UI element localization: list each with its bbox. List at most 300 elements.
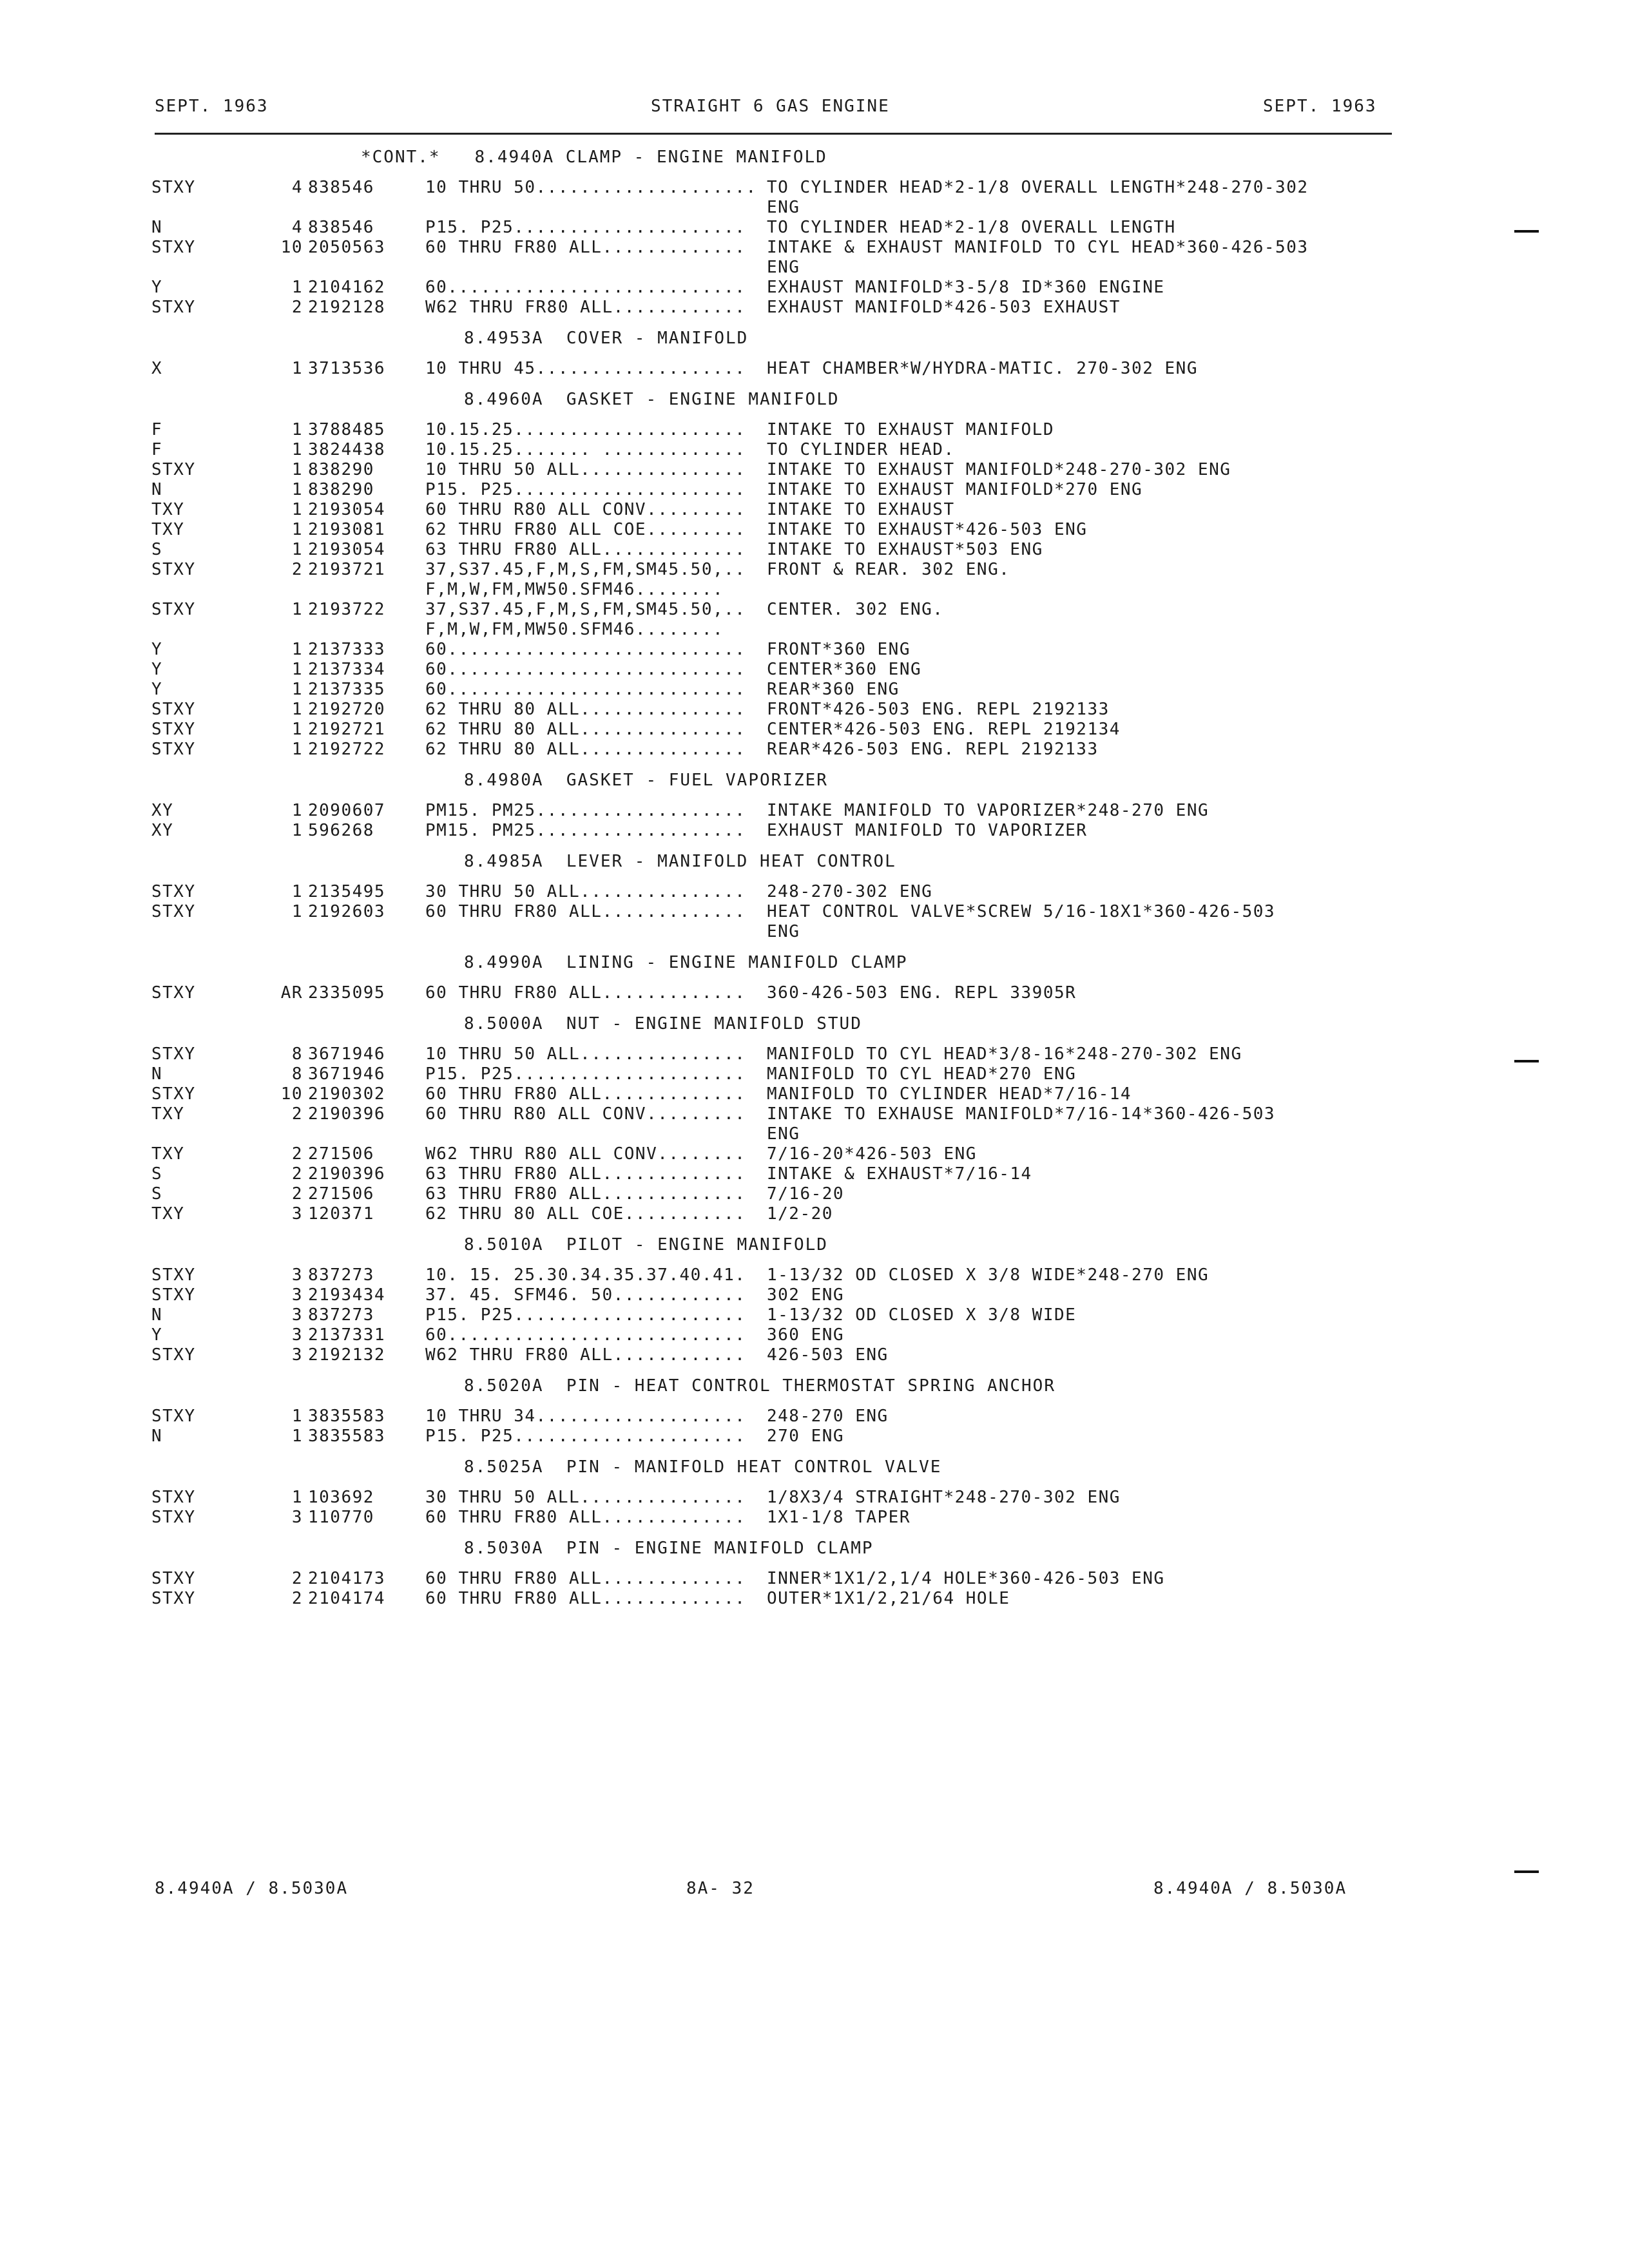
section-title: 8.5000A NUT - ENGINE MANIFOLD STUD xyxy=(464,1014,862,1033)
applicable-models: 60........................... xyxy=(425,640,746,659)
part-description: EXHAUST MANIFOLD*3-5/8 ID*360 ENGINE xyxy=(767,278,1165,297)
part-number: 120371 xyxy=(308,1204,374,1224)
part-row xyxy=(0,1345,1629,1365)
part-description: INTAKE & EXHAUST*7/16-14 xyxy=(767,1164,1032,1184)
applicable-models: 60 THRU R80 ALL CONV......... xyxy=(425,1104,746,1124)
part-description: 1/2-20 xyxy=(767,1204,833,1224)
part-number: 2192720 xyxy=(308,700,386,719)
part-number: 2137331 xyxy=(308,1325,386,1345)
section-title: 8.4990A LINING - ENGINE MANIFOLD CLAMP xyxy=(464,953,908,972)
part-row-continuation xyxy=(0,580,1629,600)
quantity: 1 xyxy=(291,720,303,739)
part-description: 426-503 ENG xyxy=(767,1345,889,1365)
applicable-models: 63 THRU FR80 ALL............. xyxy=(425,540,746,559)
part-number: 838546 xyxy=(308,178,374,197)
model-code: TXY xyxy=(151,1104,185,1124)
part-number: 2192128 xyxy=(308,298,386,317)
quantity: 1 xyxy=(291,500,303,519)
catalog-section xyxy=(0,760,1629,841)
part-row xyxy=(0,1144,1629,1164)
quantity: 2 xyxy=(291,1589,303,1608)
part-description: MANIFOLD TO CYLINDER HEAD*7/16-14 xyxy=(767,1084,1132,1104)
model-code: STXY xyxy=(151,1488,196,1507)
part-description: HEAT CONTROL VALVE*SCREW 5/16-18X1*360-426-503 xyxy=(767,902,1276,921)
applicable-models: P15. P25..................... xyxy=(425,1064,746,1084)
model-code: Y xyxy=(151,278,163,297)
applicable-models: P15. P25..................... xyxy=(425,1305,746,1325)
applicable-models: 10.15.25..................... xyxy=(425,420,746,439)
applicable-models: 10.15.25....... ............. xyxy=(425,440,746,459)
quantity: 2 xyxy=(291,1164,303,1184)
quantity: 1 xyxy=(291,420,303,439)
quantity: 2 xyxy=(291,560,303,579)
quantity: 1 xyxy=(291,801,303,820)
applicable-models: 63 THRU FR80 ALL............. xyxy=(425,1164,746,1184)
applicable-models: 60........................... xyxy=(425,1325,746,1345)
part-row xyxy=(0,882,1629,902)
part-description: INTAKE TO EXHAUST*503 ENG xyxy=(767,540,1043,559)
part-row xyxy=(0,1184,1629,1204)
part-number: 2135495 xyxy=(308,882,386,901)
applicable-models: P15. P25..................... xyxy=(425,218,746,237)
part-description: CENTER. 302 ENG. xyxy=(767,600,944,619)
part-number: 3671946 xyxy=(308,1064,386,1084)
quantity: 3 xyxy=(291,1204,303,1224)
model-code: STXY xyxy=(151,460,196,479)
quantity: 1 xyxy=(291,520,303,539)
part-description: TO CYLINDER HEAD*2-1/8 OVERALL LENGTH*248-270-302 xyxy=(767,178,1309,197)
part-description-continued: ENG xyxy=(767,1124,800,1144)
model-code: STXY xyxy=(151,700,196,719)
model-code: STXY xyxy=(151,1569,196,1588)
model-code: N xyxy=(151,480,163,499)
part-row xyxy=(0,1044,1629,1064)
section-title: 8.5010A PILOT - ENGINE MANIFOLD xyxy=(464,1235,828,1254)
model-code: N xyxy=(151,1305,163,1325)
part-row xyxy=(0,600,1629,620)
part-number: 2090607 xyxy=(308,801,386,820)
model-code: STXY xyxy=(151,238,196,257)
quantity: 3 xyxy=(291,1508,303,1527)
model-code: Y xyxy=(151,660,163,679)
part-row xyxy=(0,1204,1629,1224)
model-code: N xyxy=(151,218,163,237)
model-code: STXY xyxy=(151,1285,196,1305)
model-code: STXY xyxy=(151,560,196,579)
section-title: *CONT.* 8.4940A CLAMP - ENGINE MANIFOLD xyxy=(361,148,827,167)
margin-change-bar xyxy=(1514,1870,1539,1873)
quantity: 1 xyxy=(291,740,303,759)
part-description: INTAKE MANIFOLD TO VAPORIZER*248-270 ENG xyxy=(767,801,1210,820)
part-number: 3788485 xyxy=(308,420,386,439)
part-description: INTAKE TO EXHAUST MANIFOLD xyxy=(767,420,1054,439)
model-code: N xyxy=(151,1427,163,1446)
catalog-section xyxy=(0,137,1629,318)
quantity: 2 xyxy=(291,298,303,317)
part-description: 1/8X3/4 STRAIGHT*248-270-302 ENG xyxy=(767,1488,1121,1507)
part-number: 838290 xyxy=(308,460,374,479)
model-code: STXY xyxy=(151,882,196,901)
part-number: 103692 xyxy=(308,1488,374,1507)
quantity: 1 xyxy=(291,1488,303,1507)
part-description: 248-270-302 ENG xyxy=(767,882,933,901)
quantity: 3 xyxy=(291,1325,303,1345)
part-description: FRONT*360 ENG xyxy=(767,640,911,659)
applicable-models: 30 THRU 50 ALL............... xyxy=(425,882,746,901)
applicable-models: 62 THRU 80 ALL COE........... xyxy=(425,1204,746,1224)
applicable-models: 60 THRU R80 ALL CONV......... xyxy=(425,500,746,519)
applicable-models: 60 THRU FR80 ALL............. xyxy=(425,238,746,257)
part-row-continuation xyxy=(0,620,1629,640)
model-code: XY xyxy=(151,801,174,820)
applicable-models: 10 THRU 34................... xyxy=(425,1407,746,1426)
section-title: 8.4953A COVER - MANIFOLD xyxy=(464,329,749,348)
part-number: 2193054 xyxy=(308,540,386,559)
model-code: S xyxy=(151,1164,163,1184)
quantity: 1 xyxy=(291,278,303,297)
quantity: 1 xyxy=(291,882,303,901)
applicable-models-continued: F,M,W,FM,MW50.SFM46........ xyxy=(425,620,724,639)
part-row xyxy=(0,1427,1629,1446)
model-code: STXY xyxy=(151,1044,196,1064)
part-description: MANIFOLD TO CYL HEAD*270 ENG xyxy=(767,1064,1077,1084)
applicable-models: 62 THRU FR80 ALL COE......... xyxy=(425,520,746,539)
quantity: 1 xyxy=(291,660,303,679)
section-title: 8.5030A PIN - ENGINE MANIFOLD CLAMP xyxy=(464,1539,874,1558)
part-description: TO CYLINDER HEAD*2-1/8 OVERALL LENGTH xyxy=(767,218,1176,237)
applicable-models: 37,S37.45,F,M,S,FM,SM45.50,.. xyxy=(425,560,746,579)
part-number: 2137333 xyxy=(308,640,386,659)
quantity: 2 xyxy=(291,1144,303,1164)
applicable-models: 60........................... xyxy=(425,278,746,297)
part-description: 1X1-1/8 TAPER xyxy=(767,1508,911,1527)
part-row xyxy=(0,700,1629,720)
quantity: 1 xyxy=(291,700,303,719)
catalog-section xyxy=(0,841,1629,942)
part-number: 837273 xyxy=(308,1305,374,1325)
part-row xyxy=(0,238,1629,258)
part-number: 2190396 xyxy=(308,1164,386,1184)
part-description: HEAT CHAMBER*W/HYDRA-MATIC. 270-302 ENG xyxy=(767,359,1198,378)
part-description: TO CYLINDER HEAD. xyxy=(767,440,955,459)
part-description: 360-426-503 ENG. REPL 33905R xyxy=(767,983,1077,1003)
header-date-left: SEPT. 1963 xyxy=(155,97,269,116)
page-number: 8A- 32 xyxy=(686,1879,755,1898)
part-number: 3835583 xyxy=(308,1427,386,1446)
applicable-models: 60 THRU FR80 ALL............. xyxy=(425,1084,746,1104)
catalog-section xyxy=(0,942,1629,1003)
part-row xyxy=(0,660,1629,680)
quantity: 3 xyxy=(291,1285,303,1305)
applicable-models: P15. P25..................... xyxy=(425,480,746,499)
part-description: EXHAUST MANIFOLD*426-503 EXHAUST xyxy=(767,298,1121,317)
part-number: 271506 xyxy=(308,1144,374,1164)
model-code: Y xyxy=(151,640,163,659)
section-title: 8.5025A PIN - MANIFOLD HEAT CONTROL VALVE xyxy=(464,1457,942,1477)
part-row xyxy=(0,440,1629,460)
part-description: INTAKE TO EXHAUST MANIFOLD*270 ENG xyxy=(767,480,1143,499)
part-row xyxy=(0,1164,1629,1184)
part-row xyxy=(0,178,1629,198)
part-row xyxy=(0,359,1629,379)
part-number: 3824438 xyxy=(308,440,386,459)
part-number: 2193434 xyxy=(308,1285,386,1305)
quantity: 1 xyxy=(291,540,303,559)
part-description: CENTER*426-503 ENG. REPL 2192134 xyxy=(767,720,1121,739)
section-title: 8.4960A GASKET - ENGINE MANIFOLD xyxy=(464,390,840,409)
part-number: 3713536 xyxy=(308,359,386,378)
quantity: 1 xyxy=(291,640,303,659)
applicable-models: 60 THRU FR80 ALL............. xyxy=(425,1508,746,1527)
applicable-models: 10 THRU 50.................... xyxy=(425,178,757,197)
part-number: 2192603 xyxy=(308,902,386,921)
model-code: STXY xyxy=(151,298,196,317)
part-description: INNER*1X1/2,1/4 HOLE*360-426-503 ENG xyxy=(767,1569,1165,1588)
part-row xyxy=(0,1508,1629,1528)
part-row xyxy=(0,298,1629,318)
part-number: 838290 xyxy=(308,480,374,499)
parts-list xyxy=(0,137,1629,1609)
model-code: F xyxy=(151,420,163,439)
model-code: X xyxy=(151,359,163,378)
part-row xyxy=(0,560,1629,580)
model-code: N xyxy=(151,1064,163,1084)
part-number: 2104162 xyxy=(308,278,386,297)
part-row-continuation xyxy=(0,198,1629,218)
part-number: 2104173 xyxy=(308,1569,386,1588)
catalog-section xyxy=(0,1446,1629,1528)
applicable-models: PM15. PM25................... xyxy=(425,821,746,840)
model-code: TXY xyxy=(151,520,185,539)
quantity: 1 xyxy=(291,680,303,699)
section-title: 8.4980A GASKET - FUEL VAPORIZER xyxy=(464,771,828,790)
applicable-models: 10 THRU 45................... xyxy=(425,359,746,378)
model-code: STXY xyxy=(151,740,196,759)
model-code: S xyxy=(151,540,163,559)
part-row xyxy=(0,983,1629,1003)
part-row xyxy=(0,801,1629,821)
catalog-section xyxy=(0,1224,1629,1365)
part-row xyxy=(0,500,1629,520)
part-number: 2335095 xyxy=(308,983,386,1003)
part-row xyxy=(0,218,1629,238)
part-number: 2050563 xyxy=(308,238,386,257)
catalog-section xyxy=(0,379,1629,760)
applicable-models-continued: F,M,W,FM,MW50.SFM46........ xyxy=(425,580,724,599)
part-number: 3671946 xyxy=(308,1044,386,1064)
part-description: 302 ENG xyxy=(767,1285,845,1305)
part-number: 110770 xyxy=(308,1508,374,1527)
part-number: 837273 xyxy=(308,1265,374,1285)
quantity: 1 xyxy=(291,480,303,499)
margin-change-bar xyxy=(1514,1060,1539,1062)
applicable-models: W62 THRU FR80 ALL............ xyxy=(425,1345,746,1365)
catalog-section xyxy=(0,318,1629,379)
part-description-continued: ENG xyxy=(767,922,800,941)
part-row xyxy=(0,1325,1629,1345)
part-row xyxy=(0,540,1629,560)
part-number: 2137335 xyxy=(308,680,386,699)
quantity: 1 xyxy=(291,600,303,619)
part-description: 270 ENG xyxy=(767,1427,845,1446)
part-number: 3835583 xyxy=(308,1407,386,1426)
model-code: STXY xyxy=(151,1265,196,1285)
applicable-models: 62 THRU 80 ALL............... xyxy=(425,720,746,739)
applicable-models: 30 THRU 50 ALL............... xyxy=(425,1488,746,1507)
part-description: 1-13/32 OD CLOSED X 3/8 WIDE*248-270 ENG xyxy=(767,1265,1210,1285)
quantity: 1 xyxy=(291,440,303,459)
part-number: 2192132 xyxy=(308,1345,386,1365)
model-code: STXY xyxy=(151,1345,196,1365)
part-row xyxy=(0,420,1629,440)
part-row xyxy=(0,1569,1629,1589)
part-row xyxy=(0,1265,1629,1285)
part-row xyxy=(0,740,1629,760)
model-code: STXY xyxy=(151,902,196,921)
applicable-models: 60........................... xyxy=(425,660,746,679)
part-number: 2193721 xyxy=(308,560,386,579)
part-number: 271506 xyxy=(308,1184,374,1204)
part-row xyxy=(0,278,1629,298)
model-code: TXY xyxy=(151,1204,185,1224)
model-code: Y xyxy=(151,1325,163,1345)
part-description: 1-13/32 OD CLOSED X 3/8 WIDE xyxy=(767,1305,1077,1325)
part-description: INTAKE TO EXHAUST*426-503 ENG xyxy=(767,520,1088,539)
part-description: FRONT*426-503 ENG. REPL 2192133 xyxy=(767,700,1110,719)
part-row-continuation xyxy=(0,1124,1629,1144)
part-description: CENTER*360 ENG xyxy=(767,660,922,679)
part-description: 248-270 ENG xyxy=(767,1407,889,1426)
part-number: 2190302 xyxy=(308,1084,386,1104)
part-number: 2193722 xyxy=(308,600,386,619)
model-code: STXY xyxy=(151,1084,196,1104)
applicable-models: 10. 15. 25.30.34.35.37.40.41. xyxy=(425,1265,746,1285)
quantity: 4 xyxy=(291,178,303,197)
part-description: INTAKE TO EXHAUSE MANIFOLD*7/16-14*360-426-503 xyxy=(767,1104,1276,1124)
part-description-continued: ENG xyxy=(767,258,800,277)
applicable-models: 60........................... xyxy=(425,680,746,699)
part-description-continued: ENG xyxy=(767,198,800,217)
quantity: 4 xyxy=(291,218,303,237)
part-description: EXHAUST MANIFOLD TO VAPORIZER xyxy=(767,821,1088,840)
part-row xyxy=(0,902,1629,922)
model-code: STXY xyxy=(151,983,196,1003)
applicable-models: PM15. PM25................... xyxy=(425,801,746,820)
model-code: XY xyxy=(151,821,174,840)
model-code: TXY xyxy=(151,500,185,519)
part-description: 7/16-20 xyxy=(767,1184,845,1204)
catalog-section xyxy=(0,1365,1629,1446)
model-code: STXY xyxy=(151,1589,196,1608)
quantity: 2 xyxy=(291,1104,303,1124)
quantity: 1 xyxy=(291,359,303,378)
margin-change-bar xyxy=(1514,230,1539,233)
header-rule xyxy=(155,133,1392,135)
part-number: 2193081 xyxy=(308,520,386,539)
quantity: 2 xyxy=(291,1569,303,1588)
applicable-models: 37. 45. SFM46. 50............ xyxy=(425,1285,746,1305)
part-row xyxy=(0,680,1629,700)
applicable-models: W62 THRU R80 ALL CONV........ xyxy=(425,1144,746,1164)
part-row xyxy=(0,640,1629,660)
model-code: STXY xyxy=(151,720,196,739)
part-description: REAR*426-503 ENG. REPL 2192133 xyxy=(767,740,1099,759)
part-row-continuation xyxy=(0,258,1629,278)
part-description: INTAKE & EXHAUST MANIFOLD TO CYL HEAD*360-426-503 xyxy=(767,238,1309,257)
section-title: 8.5020A PIN - HEAT CONTROL THERMOSTAT SPRING ANCHOR xyxy=(464,1376,1055,1396)
applicable-models: 60 THRU FR80 ALL............. xyxy=(425,902,746,921)
part-description: OUTER*1X1/2,21/64 HOLE xyxy=(767,1589,1010,1608)
part-number: 2193054 xyxy=(308,500,386,519)
part-number: 2190396 xyxy=(308,1104,386,1124)
quantity: 3 xyxy=(291,1305,303,1325)
model-code: STXY xyxy=(151,1407,196,1426)
applicable-models: W62 THRU FR80 ALL............ xyxy=(425,298,746,317)
part-row-continuation xyxy=(0,922,1629,942)
section-title: 8.4985A LEVER - MANIFOLD HEAT CONTROL xyxy=(464,852,896,871)
quantity: 2 xyxy=(291,1184,303,1204)
model-code: STXY xyxy=(151,178,196,197)
applicable-models: 37,S37.45,F,M,S,FM,SM45.50,.. xyxy=(425,600,746,619)
applicable-models: 10 THRU 50 ALL............... xyxy=(425,1044,746,1064)
part-number: 838546 xyxy=(308,218,374,237)
quantity: 1 xyxy=(291,1427,303,1446)
quantity: 10 xyxy=(280,1084,303,1104)
quantity: 10 xyxy=(280,238,303,257)
part-row xyxy=(0,1084,1629,1104)
part-row xyxy=(0,520,1629,540)
quantity: 1 xyxy=(291,460,303,479)
footer-range-left: 8.4940A / 8.5030A xyxy=(155,1879,349,1898)
part-row xyxy=(0,480,1629,500)
part-description: INTAKE TO EXHAUST xyxy=(767,500,955,519)
part-row xyxy=(0,460,1629,480)
part-description: FRONT & REAR. 302 ENG. xyxy=(767,560,1010,579)
applicable-models: 60 THRU FR80 ALL............. xyxy=(425,1569,746,1588)
part-description: REAR*360 ENG xyxy=(767,680,900,699)
quantity: 3 xyxy=(291,1265,303,1285)
part-row xyxy=(0,1285,1629,1305)
part-row xyxy=(0,1064,1629,1084)
model-code: F xyxy=(151,440,163,459)
quantity: AR xyxy=(280,983,303,1003)
catalog-section xyxy=(0,1528,1629,1609)
part-description: 7/16-20*426-503 ENG xyxy=(767,1144,977,1164)
part-description: 360 ENG xyxy=(767,1325,845,1345)
model-code: Y xyxy=(151,680,163,699)
quantity: 8 xyxy=(291,1044,303,1064)
part-number: 2104174 xyxy=(308,1589,386,1608)
part-row xyxy=(0,1488,1629,1508)
model-code: S xyxy=(151,1184,163,1204)
part-row xyxy=(0,821,1629,841)
applicable-models: 62 THRU 80 ALL............... xyxy=(425,740,746,759)
applicable-models: 60 THRU FR80 ALL............. xyxy=(425,1589,746,1608)
quantity: 1 xyxy=(291,821,303,840)
part-row xyxy=(0,1305,1629,1325)
catalog-section xyxy=(0,1003,1629,1224)
quantity: 1 xyxy=(291,1407,303,1426)
part-number: 2137334 xyxy=(308,660,386,679)
applicable-models: P15. P25..................... xyxy=(425,1427,746,1446)
part-number: 2192721 xyxy=(308,720,386,739)
part-row xyxy=(0,720,1629,740)
model-code: STXY xyxy=(151,600,196,619)
applicable-models: 10 THRU 50 ALL............... xyxy=(425,460,746,479)
applicable-models: 60 THRU FR80 ALL............. xyxy=(425,983,746,1003)
footer-range-right: 8.4940A / 8.5030A xyxy=(1153,1879,1347,1898)
applicable-models: 63 THRU FR80 ALL............. xyxy=(425,1184,746,1204)
